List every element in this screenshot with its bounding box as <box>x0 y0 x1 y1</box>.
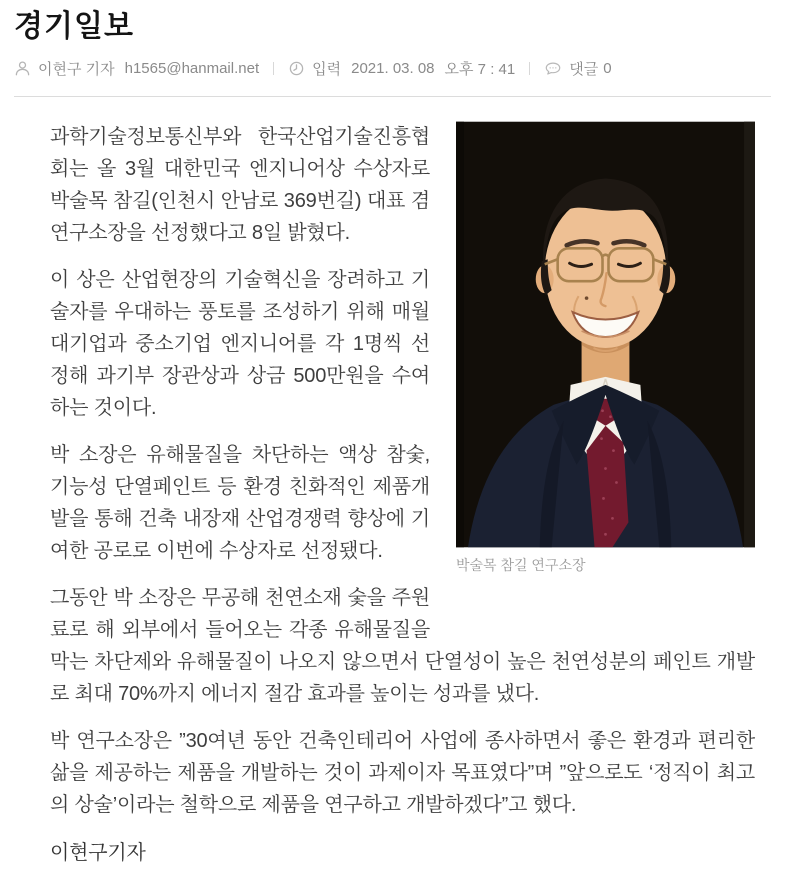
article-paragraph: 그동안 박 소장은 무공해 천연소재 숯을 주원료로 해 외부에서 들어오는 각종 유해물질을 막는 차단제와 유해물질이 나오지 않으면서 단열성이 높은 천연성분의 페인트 개발로 최대 70%까지 에너지 절감 효과를 높이는 성과를 냈다. <box>50 587 755 705</box>
reporter-email[interactable]: h1565@hanmail.net <box>124 60 260 77</box>
article-paragraph: 과학기술정보통신부와 한국산업기술진흥협회는 올 3월 대한민국 엔지니어상 수상자로 박술목 참길(인천시 안남로 369번길) 대표 겸 연구소장을 선정했다고 8일 밝혔다. <box>50 126 430 244</box>
article-photo-figure <box>456 121 755 575</box>
input-label: 입력 <box>312 61 342 78</box>
author-chunk[interactable] <box>14 58 259 79</box>
article-paragraph: 이 상은 산업현장의 기술혁신을 장려하고 기술자를 우대하는 풍토를 조성하기 위해 매월 대기업과 중소기업 엔지니어를 각 1명씩 선정해 과기부 장관상과 상금 500만원을 수여하는 것이다. <box>50 269 430 419</box>
portrait-photo <box>456 121 755 548</box>
comments-label: 댓글 <box>569 61 599 78</box>
comments-count: 0 <box>603 60 612 77</box>
speech-bubble-icon <box>544 60 562 77</box>
reporter-signature: 이현구기자 <box>50 842 146 864</box>
reporter-name: 이현구 기자 <box>38 61 115 78</box>
publish-time: 오후 7 : 41 <box>444 61 516 78</box>
byline-divider <box>273 62 274 75</box>
byline-bar <box>14 58 771 97</box>
newspaper-logo[interactable]: 경기일보 <box>14 10 134 43</box>
comments-chunk[interactable] <box>544 58 611 79</box>
person-icon <box>14 60 31 77</box>
article-body <box>14 97 771 894</box>
photo-caption: 박술목 참길 연구소장 <box>456 557 586 573</box>
publish-date: 2021. 03. 08 <box>351 60 435 77</box>
page-header <box>14 10 771 97</box>
byline-divider <box>529 62 530 75</box>
article-paragraph: 박 소장은 유해물질을 차단하는 액상 참숯, 기능성 단열페인트 등 환경 친화적인 제품개발을 통해 건축 내장재 산업경쟁력 향상에 기여한 공로로 이번에 수상자로 선정됐다. <box>50 444 430 562</box>
article-page <box>0 10 785 894</box>
clock-icon <box>288 60 305 77</box>
article-paragraph: 박 연구소장은 ”30여년 동안 건축인테리어 사업에 종사하면서 좋은 환경과 편리한 삶을 제공하는 제품을 개발하는 것이 과제이자 목표였다”며 ”앞으로도 ‘정직이 최고의 상술’이라는 철학으로 제품을 연구하고 개발하겠다”고 했다. <box>50 730 755 816</box>
published-chunk <box>288 58 515 79</box>
